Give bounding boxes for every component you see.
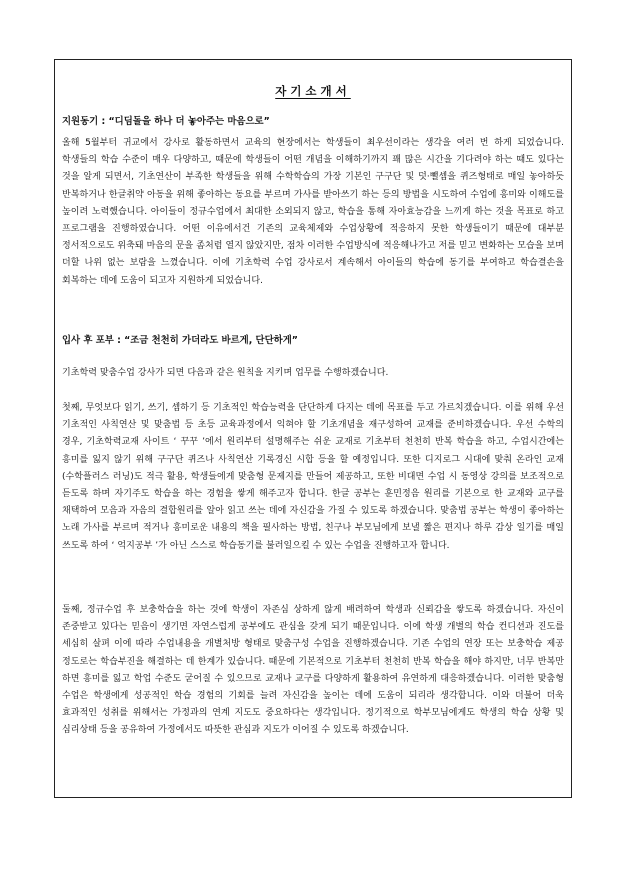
motivation-paragraph: 올해 5월부터 귀교에서 강사로 활동하면서 교육의 현장에서는 학생들이 최우선이라는 생각을 여러 번 하게 되었습니다. 학생들의 학습 수준이 매우 다양하고, 때문에 학생들이 어떤 개념을 이해하기까지 꽤 많은 시간을 기다려야 하는 때도 있다는 것을 알게 되면서, 기초연산이 부족한 학생들을 위해 수학학습의 가장 기본인 구구단 및 덧·뺄셈을 퀴즈형태로 매일 놓아하듯 반복하거나 한글취약 아동을 위해 좋아하는 동요를 부르며 가사를 받아쓰기 하는 등의 방법을 시도하여 수업에 흥미와 이해도를 높이려 노력했습니다. 아이들이 정규수업에서 최대한 소외되지 않고, 학습을 통해 자아효능감을 느끼게 하는 것을 목표로 하고 프로그램을 진행하였습니다. 어떤 이유에서건 기존의 교육체제와 수업상황에 적응하지 못한 학생들이기 때문에 대부분 정서적으로도 위축돼 마음의 문을 좀처럼 열지 않았지만, 점차 이러한 수업방식에 적응해나가고 저를 믿고 변화하는 모습을 보며 더할 나위 없는 보람을 느꼈습니다. 이에 기초학력 수업 강사로서 계속해서 아이들의 학습에 동기를 부여하고 학습결손을 회복하는 데에 도움이 되고자 지원하게 되었습니다.	[62, 138, 564, 286]
aspiration-first-paragraph: 첫째, 무엇보다 읽기, 쓰기, 셈하기 등 기초적인 학습능력을 단단하게 다지는 데에 목표를 두고 가르치겠습니다. 이를 위해 우선 기초적인 사칙연산 및 맞춤법 등 초등 교육과정에서 익혀야 할 기초개념을 재구성하여 교재를 준비하겠습니다. 우선 수학의 경우, 기초학력교재 사이트 ‘ 꾸꾸 ’에서 원리부터 설명해주는 쉬운 교재로 기초부터 천천히 반복 학습을 하고, 수업시간에는 흥미를 잃지 않기 위해 구구단 퀴즈나 사칙연산 기록경신 시합 등을 할 예정입니다. 또한 디지로그 시대에 맞춰 온라인 교재(수학플러스 러닝)도 적극 활용, 학생들에게 맞춤형 문제지를 만들어 제공하고, 또한 비대면 수업 시 동영상 강의를 보조적으로 듣도록 하며 자기주도 학습을 하는 경험을 쌓게 해주고자 합니다. 한글 공부는 훈민정음 원리를 기본으로 한 교재와 교구를 채택하여 모음과 자음의 결합원리를 알아 읽고 쓰는 데에 자신감을 가질 수 있도록 하겠습니다. 맞춤법 공부는 학생이 좋아하는 노래 가사를 부르며 적거나 흥미로운 내용의 책을 필사하는 방법, 친구나 부모님에게 보낼 짧은 편지나 하루 감상 일기를 매일 쓰도록 하여 ‘ 억지공부 ’가 아닌 스스로 학습동기를 불러일으킬 수 있는 수업을 진행하고자 합니다.	[62, 403, 564, 551]
document-frame	[54, 59, 572, 798]
aspiration-second-paragraph: 둘째, 정규수업 후 보충학습을 하는 것에 학생이 자존심 상하게 않게 배려하여 학생과 신뢰감을 쌓도록 하겠습니다. 자신이 존중받고 있다는 믿음이 생기면 자연스럽게 공부에도 관심을 갖게 되기 때문입니다. 이에 학생 개별의 학습 컨디션과 진도를 세심히 살펴 이에 따라 수업내용을 개별처방 형태로 맞춤구성 수업을 진행하겠습니다. 기존 수업의 연장 또는 보충학습 제공 정도로는 학습부진을 해결하는 데 한계가 있습니다. 때문에 기본적으로 기초부터 천천히 반복 학습을 해야 하지만, 너무 반복만 하면 흥미를 잃고 학업 수준도 굳어질 수 있으므로 교재나 교구를 다양하게 활용하여 유연하게 대응하겠습니다. 이러한 맞춤형 수업은 학생에게 성공적인 학습 경험의 기회를 늘려 자신감을 높이는 데에 도움이 되리라 생각합니다. 이와 더불어 더욱 효과적인 성취를 위해서는 가정과의 연계 지도도 중요하다는 생각입니다. 정기적으로 학부모님에게도 학생의 학습 상황 및 심리상태 등을 공유하여 가정에서도 따뜻한 관심과 지도가 이어질 수 있도록 하겠습니다.	[62, 605, 564, 736]
aspiration-heading: 입사 후 포부 : “조금 천천히 가더라도 바르게, 단단하게”	[62, 335, 298, 346]
document-title: 자기소개서	[275, 84, 351, 98]
motivation-heading: 지원동기 : “디딤돌을 하나 더 놓아주는 마음으로”	[62, 116, 270, 127]
aspiration-intro: 기초학력 맞춤수업 강사가 되면 다음과 같은 원칙을 지키며 업무를 수행하겠습니다.	[62, 368, 389, 378]
